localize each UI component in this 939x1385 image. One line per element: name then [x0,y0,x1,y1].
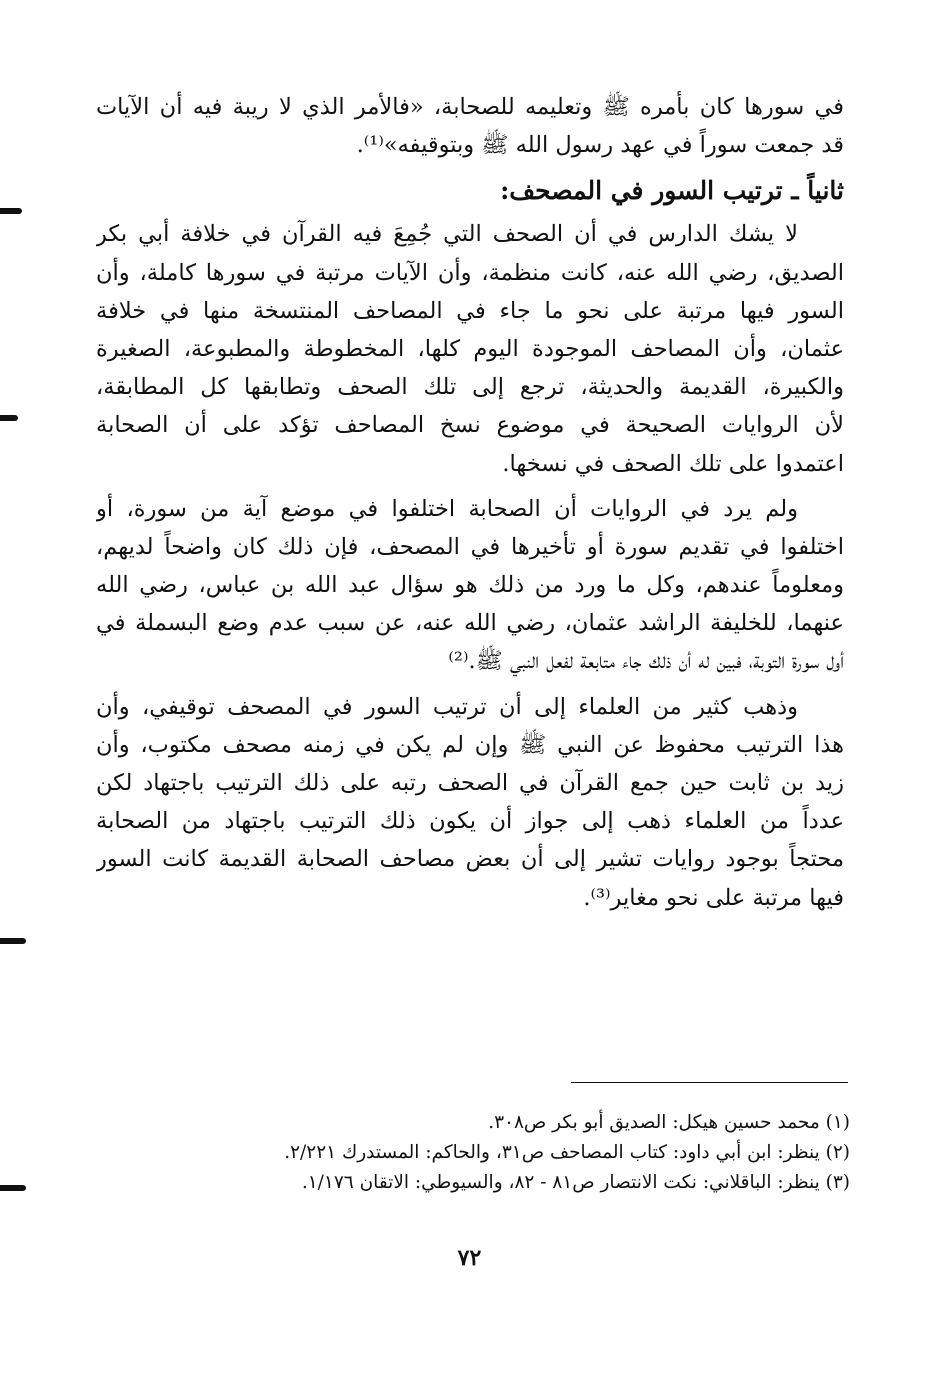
text-line: زيد بن ثابت حين جمع القرآن في الصحف رتبه على ذلك الترتيب باجتهاد لكن [96,770,844,796]
text-line: قد جمعت سوراً في عهد رسول الله ﷺ وبتوقيفه»⁽¹⁾. [356,132,844,159]
scan-margin-mark [0,938,26,944]
footnote: (٣) ينظر: الباقلاني: نكت الانتصار ص٨١ - ٨٢، والسيوطي: الاتقان ١/١٧٦. [301,1172,850,1193]
text-line: محتجاً بوجود روايات تشير إلى أن بعض مصاحف الصحابة القديمة كانت السور [96,846,844,873]
section-heading: ثانياً ـ ترتيب السور في المصحف: [500,176,844,206]
text-line: عدداً من العلماء ذهب إلى جواز أن يكون ذلك الترتيب باجتهاد من الصحابة [96,808,844,835]
text-line: لأن الروايات الصحيحة في موضوع نسخ المصاحف تؤكد على أن الصحابة [96,412,844,439]
text-line: السور فيها مرتبة على نحو ما جاء في المصاحف المنتسخة منها في خلافة [96,297,844,324]
paragraph-2 [96,490,844,681]
text-line: اختلفوا في تقديم سورة أو تأخيرها في المصحف، فإن ذلك كان واضحاً لديهم، [96,533,844,560]
scan-margin-mark [0,1185,26,1191]
text-line: لا يشك الدارس في أن الصحف التي جُمِعَ فيه القرآن في خلافة أبي بكر [96,221,798,248]
footnote: (١) محمد حسين هيكل: الصديق أبو بكر ص٣٠٨. [488,1112,850,1133]
text-line: والكبيرة، القديمة والحديثة، ترجع إلى تلك الصحف وتطابقها كل المطابقة، [96,374,844,401]
text-line: ولم يرد في الروايات أن الصحابة اختلفوا في موضع آية من سورة، أو [96,495,798,522]
paragraph-1 [96,215,844,482]
text-line: في سورها كان بأمره ﷺ وتعليمه للصحابة، «فالأمر الذي لا ريبة فيه أن الآيات [96,94,844,120]
scan-margin-mark [0,415,18,421]
text-line: أول سورة التوبة، فبين له أن ذلك جاء متابعة لفعل النبي ﷺ.⁽²⁾ [448,648,844,675]
text-line: الصديق، رضي الله عنه، كانت منظمة، وأن الآيات مرتبة في سورها كاملة، وأن [96,259,844,286]
text-line: عنهما، للخليفة الراشد عثمان، رضي الله عنه، عن سبب عدم وضع البسملة في [96,610,844,637]
main-text [96,88,844,924]
paragraph-3 [96,688,844,917]
text-line: ومعلوماً عندهم، وكل ما ورد من ذلك هو سؤال عبد الله بن عباس، رضي الله [96,572,844,599]
footnotes [140,1108,850,1198]
text-line: عثمان، وأن المصاحف الموجودة اليوم كلها، المخطوطة والمطبوعة، الصغيرة [96,335,844,362]
text-line: وذهب كثير من العلماء إلى أن ترتيب السور في المصحف توقيفي، وأن [96,693,798,720]
page-number: ٧٢ [457,1245,482,1271]
footnote-separator [571,1082,848,1083]
intro-paragraph [96,88,844,164]
text-line: فيها مرتبة على نحو مغاير⁽³⁾. [583,884,844,911]
text-line: اعتمدوا على تلك الصحف في نسخها. [502,450,844,477]
text-line: هذا الترتيب محفوظ عن النبي ﷺ وإن لم يكن في زمنه مصحف مكتوب، وأن [96,731,844,758]
footnote: (٢) ينظر: ابن أبي داود: كتاب المصاحف ص٣١، والحاكم: المستدرك ٢/٢٢١. [284,1142,850,1163]
scan-margin-mark [0,208,22,214]
